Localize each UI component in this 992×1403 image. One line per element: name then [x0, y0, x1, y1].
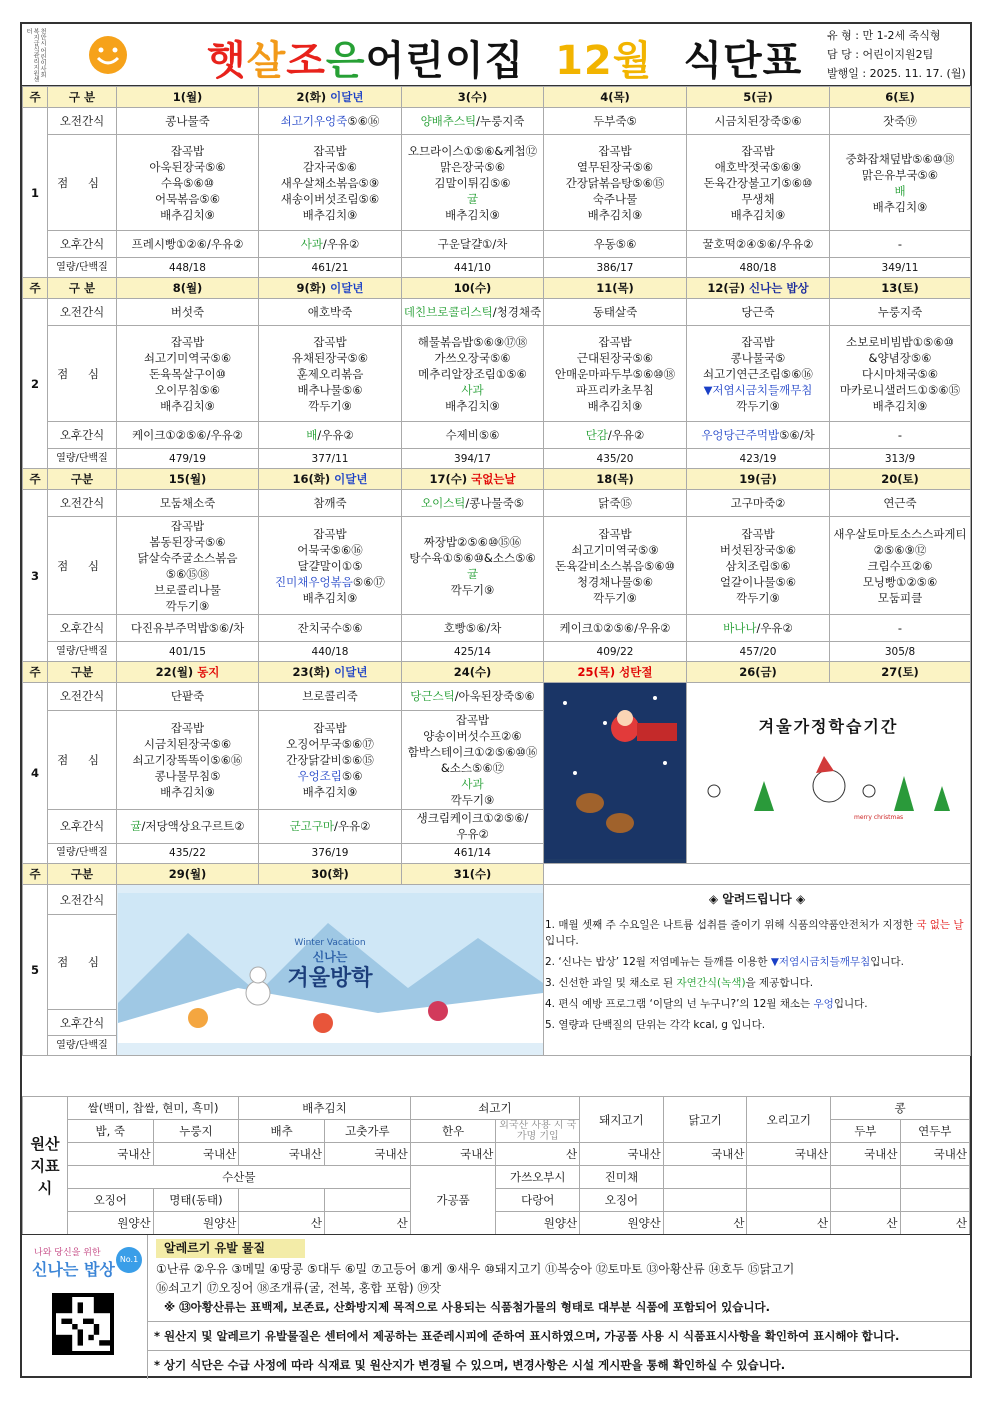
morning-snack: 쇠고기우엉죽⑤⑥⑯ — [259, 108, 402, 135]
lunch-menu: 중화잡채덮밥⑤⑥⑩⑱ 맑은유부국⑤⑥ 배 배추김치⑨ — [830, 135, 971, 231]
day-header — [402, 662, 544, 683]
day-date: 13(토) — [881, 281, 919, 295]
origin-subheader: 고춧가루 — [325, 1120, 411, 1143]
morning-snack: 양배추스틱/누룽지죽 — [402, 108, 544, 135]
calorie-protein: 401/15 — [117, 642, 259, 662]
day-header — [402, 278, 544, 299]
lunch-menu: 잡곡밥 아욱된장국⑤⑥ 수육⑤⑥⑩ 어묵볶음⑤⑥ 배추김치⑨ — [117, 135, 259, 231]
day-header: 9(화) 이달년 — [259, 278, 402, 299]
morning-snack: 누룽지죽 — [830, 299, 971, 326]
morning-snack: 참깨죽 — [259, 490, 402, 517]
origin-value: 원양산 — [496, 1212, 580, 1235]
afternoon-snack: 케이크①②⑤⑥/우유② — [117, 422, 259, 449]
day-header — [544, 469, 687, 490]
lunch-menu: 잡곡밥 쇠고기미역국⑤⑨ 돈육갈비소스볶음⑤⑥⑩ 청경채나물⑤⑥ 깍두기⑨ — [544, 517, 687, 615]
morning-snack: 동태살죽 — [544, 299, 687, 326]
origin-rice: 쌀(백미, 찹쌀, 현미, 흑미) — [67, 1097, 238, 1120]
day-date: 25(목) — [577, 665, 616, 679]
morning-snack: 애호박죽 — [259, 299, 402, 326]
morning-snack: 모둠채소죽 — [117, 490, 259, 517]
calorie-protein: 349/11 — [830, 258, 971, 278]
origin-value: 원양산 — [153, 1212, 239, 1235]
lunch-menu: 잡곡밥 근대된장국⑤⑥ 안매운마파두부⑤⑥⑩⑱ 파프리카초무침 배추김치⑨ — [544, 326, 687, 422]
notice-title: ◈ 알려드립니다 ◈ — [708, 892, 806, 906]
day-header: 22(월) 동지 — [117, 662, 259, 683]
morning-snack: 브로콜리죽 — [259, 683, 402, 711]
lunch-menu: 잡곡밥 쇠고기미역국⑤⑥ 돈육목살구이⑩ 오이무침⑤⑥ 배추김치⑨ — [117, 326, 259, 422]
origin-value: 산 — [831, 1212, 900, 1235]
calorie-protein: 480/18 — [687, 258, 830, 278]
origin-jinmichae: 진미채 — [580, 1166, 664, 1189]
morning-snack: 버섯죽 — [117, 299, 259, 326]
afternoon-snack: 바나나/우유② — [687, 615, 830, 642]
day-date: 11(목) — [596, 281, 634, 295]
day-header — [402, 87, 544, 108]
program-badge: No.1 — [116, 1247, 142, 1273]
day-header: 23(화) 이달년 — [259, 662, 402, 683]
afternoon-snack: 프레시빵①②⑥/우유② — [117, 231, 259, 258]
christmas-doodle — [694, 751, 964, 821]
calorie-protein: 435/22 — [117, 843, 259, 863]
day-date: 8(월) — [172, 281, 203, 295]
afternoon-snack: - — [830, 422, 971, 449]
lunch-menu: 잡곡밥 봄동된장국⑤⑥ 닭살숙주굴소스볶음 ⑤⑥⑮⑱ 브로콜리나물 깍두기⑨ — [117, 517, 259, 615]
origin-value: 산 — [325, 1212, 411, 1235]
santa-sleigh-illustration — [545, 683, 686, 859]
note-1: * 원산지 및 알레르기 유발물질은 센터에서 제공하는 표준레시피에 준하여 표시하였으며, 가공품 사용 시 식품표시사항을 확인하여 표시해야 합니다. — [148, 1321, 970, 1350]
day-header: 17(수) 국없는날 — [402, 469, 544, 490]
day-header: 25(목) 성탄절 — [544, 662, 687, 683]
day-header: 2(화) 이달년 — [259, 87, 402, 108]
lunch-menu: 새우살토마토소스스파게티 ②⑤⑥⑨⑫ 크림수프②⑥ 모닝빵①②⑤⑥ 모둠피클 — [830, 517, 971, 615]
origin-value: 국내산 — [410, 1143, 496, 1166]
logo-text: 천안시 어린이사회복지급식관리지원센터 — [25, 28, 46, 82]
lunch-menu: 잡곡밥 열무된장국⑤⑥ 간장닭볶음탕⑤⑥⑮ 숙주나물 배추김치⑨ — [544, 135, 687, 231]
afternoon-snack: 귤/저당액상요구르트② — [117, 809, 259, 843]
afternoon-snack: 군고구마/우유② — [259, 809, 402, 843]
day-header — [117, 87, 259, 108]
day-header — [544, 278, 687, 299]
origin-subheader: 밥, 죽 — [67, 1120, 153, 1143]
morning-snack: 데친브로콜리스틱/청경채죽 — [402, 299, 544, 326]
origin-duck: 오리고기 — [747, 1097, 831, 1143]
calorie-protein: 461/21 — [259, 258, 402, 278]
day-date: 26(금) — [739, 665, 777, 679]
origin-value: 국내산 — [153, 1143, 239, 1166]
day-header — [402, 864, 544, 885]
day-header — [687, 469, 830, 490]
afternoon-snack: 호빵⑤⑥/차 — [402, 615, 544, 642]
lunch-menu: 잡곡밥 시금치된장국⑤⑥ 쇠고기장똑똑이⑤⑥⑯ 콩나물무침⑤ 배추김치⑨ — [117, 710, 259, 809]
day-date: 16(화) — [292, 472, 331, 486]
christmas-image — [544, 683, 687, 864]
qr-code-icon — [52, 1293, 114, 1355]
calorie-protein: 435/20 — [544, 449, 687, 469]
afternoon-snack: - — [830, 231, 971, 258]
afternoon-snack: 단감/우유② — [544, 422, 687, 449]
day-date: 24(수) — [453, 665, 492, 679]
lunch-menu: 잡곡밥 감자국⑤⑥ 새우살채소볶음⑤⑨ 새송이버섯조림⑤⑥ 배추김치⑨ — [259, 135, 402, 231]
lunch-menu: 소보로비빔밥①⑤⑥⑩ &양념장⑤⑥ 다시마채국⑤⑥ 마카로니샐러드①⑤⑥⑮ 배추김치⑨ — [830, 326, 971, 422]
origin-pork: 돼지고기 — [580, 1097, 664, 1143]
morning-snack: 당근죽 — [687, 299, 830, 326]
lunch-menu: 잡곡밥 양송이버섯수프②⑥ 함박스테이크①②⑤⑥⑩⑯ &소스⑤⑥⑫ 사과 깍두기⑨ — [402, 710, 544, 809]
origin-tuna: 다랑어 — [496, 1189, 580, 1212]
day-header — [117, 469, 259, 490]
allergy-line1: ①난류 ②우유 ③메밀 ④땅콩 ⑤대두 ⑥밀 ⑦고등어 ⑧게 ⑨새우 ⑩돼지고기 ⑪복숭아 ⑫토마토 ⑬아황산류 ⑭호두 ⑮닭고기 — [156, 1262, 795, 1276]
svg-text:merry christmas: merry christmas — [853, 814, 903, 821]
morning-snack: 닭죽⑮ — [544, 490, 687, 517]
day-date: 17(수) — [429, 472, 468, 486]
afternoon-snack: 우엉당근주먹밥⑤⑥/차 — [687, 422, 830, 449]
origin-value: 원양산 — [580, 1212, 664, 1235]
menu-sheet — [20, 22, 972, 1378]
calorie-protein: 394/17 — [402, 449, 544, 469]
lunch-menu: 잡곡밥 어묵국⑤⑥⑯ 달걀말이①⑤ 진미채우엉볶음⑤⑥⑰ 배추김치⑨ — [259, 517, 402, 615]
origin-processed: 가공품 — [410, 1166, 496, 1235]
lunch-menu: 잡곡밥 애호박젓국⑤⑥⑨ 돈육간장불고기⑤⑥⑩ 무생채 배추김치⑨ — [687, 135, 830, 231]
lunch-menu: 잡곡밥 콩나물국⑤ 쇠고기연근조림⑤⑥⑯ ▼저염시금치들깨무침 깍두기⑨ — [687, 326, 830, 422]
page-title: 햇살조은어린이집 12월 식단표 — [207, 38, 803, 84]
allergy-title: 알레르기 유발 물질 — [156, 1239, 305, 1258]
morning-snack: 두부죽⑤ — [544, 108, 687, 135]
winter-study-box — [687, 683, 971, 864]
notice-item: 2. ‘신나는 밥상’ 12월 저염메뉴는 들깨를 이용한 ▼저염시금치들깨무침입니다. — [545, 956, 905, 968]
day-date: 3(수) — [457, 90, 488, 104]
note-2: * 상기 식단은 수급 사정에 따라 식재료 및 원산지가 변경될 수 있으며, 변경사항은 시설 게시판을 통해 확인하실 수 있습니다. — [148, 1350, 970, 1379]
day-header — [259, 864, 402, 885]
program-main: 신나는 밥상 — [32, 1260, 115, 1279]
winter-vacation-illustration — [118, 893, 543, 1043]
morning-snack: 당근스틱/아욱된장죽⑤⑥ — [402, 683, 544, 711]
origin-squid2: 오징어 — [580, 1189, 664, 1212]
origin-value: 국내산 — [580, 1143, 664, 1166]
meta-info: 유 형 : 만 1-2세 죽식형 담 당 : 어린이지원2팀 발행일 : 2025. 11. 17. (월) — [827, 29, 966, 80]
origin-value: 국내산 — [900, 1143, 970, 1166]
day-date: 10(수) — [453, 281, 492, 295]
day-date: 20(토) — [881, 472, 919, 486]
origin-value: 국내산 — [747, 1143, 831, 1166]
morning-snack: 오이스틱/콩나물죽⑤ — [402, 490, 544, 517]
origin-value: 산 — [747, 1212, 831, 1235]
origin-subheader: 외국산 사용 시 국가명 기입 — [496, 1120, 580, 1143]
day-date: 4(목) — [600, 90, 630, 104]
calorie-protein: 313/9 — [830, 449, 971, 469]
morning-snack: 콩나물죽 — [117, 108, 259, 135]
origin-subheader: 연두부 — [900, 1120, 970, 1143]
allergy-note: ※ ⑬아황산류는 표백제, 보존료, 산화방지제 목적으로 사용되는 식품첨가물의 형태로 대부분 식품에 포함되어 있습니다. — [164, 1300, 770, 1314]
morning-snack: 단팥죽 — [117, 683, 259, 711]
day-header — [830, 469, 971, 490]
day-header: 16(화) 이달년 — [259, 469, 402, 490]
day-date: 29(월) — [168, 867, 207, 881]
afternoon-snack: 수제비⑤⑥ — [402, 422, 544, 449]
day-header — [117, 278, 259, 299]
day-date: 6(토) — [885, 90, 915, 104]
origin-value: 국내산 — [831, 1143, 900, 1166]
calorie-protein: 448/18 — [117, 258, 259, 278]
origin-value: 산 — [239, 1212, 325, 1235]
afternoon-snack: 우동⑤⑥ — [544, 231, 687, 258]
calorie-protein: 423/19 — [687, 449, 830, 469]
origin-subheader: 배추 — [239, 1120, 325, 1143]
day-header — [687, 662, 830, 683]
notice-item: 1. 매월 셋째 주 수요일은 나트륨 섭취를 줄이기 위해 식품의약품안전처가 지정한 국 없는 날입니다. — [545, 919, 964, 947]
origin-value: 산 — [900, 1212, 970, 1235]
origin-beef: 쇠고기 — [410, 1097, 579, 1120]
origin-table — [22, 1096, 970, 1235]
origin-label: 원산지표시 — [23, 1097, 68, 1235]
afternoon-snack: 배/우유② — [259, 422, 402, 449]
origin-value: 원양산 — [67, 1212, 153, 1235]
day-header — [830, 87, 971, 108]
origin-value: 국내산 — [67, 1143, 153, 1166]
day-header: 12(금) 신나는 밥상 — [687, 278, 830, 299]
day-date: 18(목) — [596, 472, 634, 486]
day-date: 31(수) — [453, 867, 492, 881]
morning-snack: 시금치된장죽⑤⑥ — [687, 108, 830, 135]
calorie-protein: 386/17 — [544, 258, 687, 278]
origin-value: 국내산 — [239, 1143, 325, 1166]
program-logo — [22, 1235, 148, 1379]
day-header — [830, 662, 971, 683]
origin-value: 산 — [663, 1212, 747, 1235]
footer-notes — [148, 1321, 970, 1379]
calorie-protein: 440/18 — [259, 642, 402, 662]
day-date: 19(금) — [739, 472, 777, 486]
afternoon-snack: 잔치국수⑤⑥ — [259, 615, 402, 642]
lunch-menu: 오므라이스①⑤⑥&케첩⑫ 맑은장국⑤⑥ 김말이튀김⑤⑥ 귤 배추김치⑨ — [402, 135, 544, 231]
day-header — [117, 864, 259, 885]
origin-squid: 오징어 — [67, 1189, 153, 1212]
day-date: 15(월) — [168, 472, 207, 486]
origin-katsuobushi: 가쓰오부시 — [496, 1166, 580, 1189]
origin-value: 산 — [496, 1143, 580, 1166]
day-header — [544, 87, 687, 108]
allergy-line2: ⑯쇠고기 ⑰오징어 ⑱조개류(굴, 전복, 홍합 포함) ⑲잣 — [156, 1281, 441, 1295]
day-date: 30(화) — [311, 867, 349, 881]
origin-value: 국내산 — [663, 1143, 747, 1166]
origin-subheader: 두부 — [831, 1120, 900, 1143]
origin-value: 국내산 — [325, 1143, 411, 1166]
day-date: 12(금) — [707, 281, 746, 295]
origin-subheader: 한우 — [410, 1120, 496, 1143]
calorie-protein: 479/19 — [117, 449, 259, 469]
origin-kimchi: 배추김치 — [239, 1097, 410, 1120]
origin-bean: 콩 — [831, 1097, 970, 1120]
menu-table: 주 구 분 1(월) 2(화) 이달년 3(수) 4(목) 5(금) 6(토) 1 오전간식 콩나물죽 쇠고기우엉죽⑤⑥⑯ 양배추스틱/누룽지죽 두부죽⑤ 시금치된장죽⑤⑥ 잣죽⑲ 점 심 잡곡밥 아욱된장국⑤⑥ 수육⑤⑥⑩ 어묵볶음⑤⑥ 배추김치⑨ 잡곡밥 감자국⑤⑥ 새우살채소볶음⑤⑨ 새송이버섯조림⑤⑥ 배추김치⑨ 오므라이스①⑤⑥&케첩⑫ 맑은장국⑤⑥ 김말이튀김⑤⑥ 귤 배추김치⑨ 잡곡밥 열무된장국⑤⑥ 간장닭볶음탕⑤⑥⑮ 숙주나물 배추김치⑨ 잡곡밥 애호박젓국⑤⑥⑨ 돈육간장불고기⑤⑥⑩ 무생채 배추김치⑨ 중화잡채덮밥⑤⑥⑩⑱ 맑은유부국⑤⑥ 배 배추김치⑨ 오후간식 프레시빵①②⑥/우유② 사과/우유② 구운달걀①/차 우동⑤⑥ 꿀호떡②④⑤⑥/우유② - 열량/단백질 448/18 461/21 441/10 386/17 480/18 349/11 주 구 분 8(월) 9(화) 이달년 10(수) 11(목) 12(금) 신나는 밥상 13(토) 2 오전간식 버섯죽 애호박죽 데친브로콜리스틱/청경채죽 동태살죽 당근죽 누룽지죽 점 심 잡곡밥 쇠고기미역국⑤⑥ 돈육목살구이⑩ 오이무침⑤⑥ 배추김치⑨ 잡곡밥 유채된장국⑤⑥ 훈제오리볶음 배추나물⑤⑥ 깍두기⑨ 해물볶음밥⑤⑥⑨⑰⑱ 가쓰오장국⑤⑥ 메추리알장조림①⑤⑥ 사과 배추김치⑨ 잡곡밥 근대된장국⑤⑥ 안매운마파두부⑤⑥⑩⑱ 파프리카초무침 배추김치⑨ 잡곡밥 콩나물국⑤ 쇠고기연근조림⑤⑥⑯ ▼저염시금치들깨무침 깍두기⑨ 소보로비빔밥①⑤⑥⑩ &양념장⑤⑥ 다시마채국⑤⑥ 마카로니샐러드①⑤⑥⑮ 배추김치⑨ 오후간식 케이크①②⑤⑥/우유② 배/우유② 수제비⑤⑥ 단감/우유② 우엉당근주먹밥⑤⑥/차 - 열량/단백질 479/19 377/11 394/17 435/20 423/19 313/9 주 구분 15(월) 16(화) 이달년 17(수) 국없는날 18(목) 19(금) 20(토) 3 오전간식 모둠채소죽 참깨죽 오이스틱/콩나물죽⑤ 닭죽⑮ 고구마죽② 연근죽 점 심 잡곡밥 봄동된장국⑤⑥ 닭살숙주굴소스볶음 ⑤⑥⑮⑱ 브로콜리나물 깍두기⑨ 잡곡밥 어묵국⑤⑥⑯ 달걀말이①⑤ 진미채우엉볶음⑤⑥⑰ 배추김치⑨ 짜장밥②⑤⑥⑩⑮⑯ 탕수육①⑤⑥⑩&소스⑤⑥ 귤 깍두기⑨ 잡곡밥 쇠고기미역국⑤⑨ 돈육갈비소스볶음⑤⑥⑩ 청경채나물⑤⑥ 깍두기⑨ 잡곡밥 버섯된장국⑤⑥ 삼치조림⑤⑥ 얼갈이나물⑤⑥ 깍두기⑨ 새우살토마토소스스파게티 ②⑤⑥⑨⑫ 크림수프②⑥ 모닝빵①②⑤⑥ 모둠피클 오후간식 다진유부주먹밥⑤⑥/차 잔치국수⑤⑥ 호빵⑤⑥/차 케이크①②⑤⑥/우유② 바나나/우유② - 열량/단백질 401/15 440/18 425/14 409/22 457/20 305/8 주 구분 22(월) 동지 23(화) 이달년 24(수) 25(목) 성탄절 26(금) 27(토) 4 오전간식 단팥죽 브로콜리죽 당근스틱/아욱된장죽⑤⑥ 겨울가정학습기간 merry christmas 점 심 잡곡밥 시금치된장국⑤⑥ 쇠고기장똑똑이⑤⑥⑯ 콩나물무침⑤ 배추김치⑨ 잡곡밥 오징어무국⑤⑥⑰ 간장닭갈비⑤⑥⑮ 우엉조림⑤⑥ 배추김치⑨ 잡곡밥 양송이버섯수프②⑥ 함박스테이크①②⑤⑥⑩⑯ &소스⑤⑥⑫ 사과 깍두기⑨ 오후간식 귤/저당액상요구르트② 군고구마/우유② 생크림케이크①②⑤⑥/ 우유② 열량/단백질 435/22 376/19 461/14 주 구분 29(월) 30(화) 31(수) 5 오전간식 Winter Vacation 신나는 겨울방학 ◈ 알려드립니다 ◈ 1. 매월 셋째 주 수요일은 나트륨 섭취를 줄이기 위해 식품의약품안전처가 지정한 국 없는 날입니다. 2. ‘신나는 밥상’ 12월 저염메뉴는 들깨를 이용한 ▼저염시금치들깨무침입니다. 3. 신선한 과일 및 채소로 된 자연간식(녹색)을 제공합니다. 4. 편식 예방 프로그램 ‘이달의 넌 누구니?’의 12월 채소는 우엉입니다. 5. 열량과 단백질의 단위는 각각 kcal, g 입니다. 점 심 오후간식 열량/단백질 — [22, 86, 971, 1056]
origin-seafood: 수산물 — [67, 1166, 410, 1189]
calorie-protein: 457/20 — [687, 642, 830, 662]
day-date: 22(월) — [155, 665, 194, 679]
origin-subheader: 누룽지 — [153, 1120, 239, 1143]
calorie-protein: 377/11 — [259, 449, 402, 469]
afternoon-snack: 케이크①②⑤⑥/우유② — [544, 615, 687, 642]
day-date: 27(토) — [881, 665, 919, 679]
program-top: 나와 당신을 위한 — [34, 1248, 101, 1258]
calorie-protein: 425/14 — [402, 642, 544, 662]
origin-pollock: 명태(동태) — [153, 1189, 239, 1212]
afternoon-snack: 생크림케이크①②⑤⑥/ 우유② — [402, 809, 544, 843]
svg-text:신나는: 신나는 — [312, 950, 347, 964]
calorie-protein: 409/22 — [544, 642, 687, 662]
header — [22, 24, 970, 86]
morning-snack: 잣죽⑲ — [830, 108, 971, 135]
lunch-menu: 잡곡밥 유채된장국⑤⑥ 훈제오리볶음 배추나물⑤⑥ 깍두기⑨ — [259, 326, 402, 422]
lunch-menu: 짜장밥②⑤⑥⑩⑮⑯ 탕수육①⑤⑥⑩&소스⑤⑥ 귤 깍두기⑨ — [402, 517, 544, 615]
center-logo — [46, 30, 138, 80]
notice-item: 5. 열량과 단백질의 단위는 각각 kcal, g 입니다. — [545, 1019, 766, 1031]
afternoon-snack: 꿀호떡②④⑤⑥/우유② — [687, 231, 830, 258]
notice-item: 4. 편식 예방 프로그램 ‘이달의 넌 누구니?’의 12월 채소는 우엉입니다. — [545, 998, 868, 1010]
calorie-protein: 305/8 — [830, 642, 971, 662]
day-header — [830, 278, 971, 299]
day-date: 1(월) — [172, 90, 203, 104]
afternoon-snack: 다진유부주먹밥⑤⑥/차 — [117, 615, 259, 642]
lunch-menu: 해물볶음밥⑤⑥⑨⑰⑱ 가쓰오장국⑤⑥ 메추리알장조림①⑤⑥ 사과 배추김치⑨ — [402, 326, 544, 422]
origin-chicken: 닭고기 — [663, 1097, 747, 1143]
afternoon-snack: 구운달걀①/차 — [402, 231, 544, 258]
morning-snack: 고구마죽② — [687, 490, 830, 517]
allergy-block — [156, 1239, 794, 1317]
notice-item: 3. 신선한 과일 및 채소로 된 자연간식(녹색)을 제공합니다. — [545, 977, 814, 989]
winter-vacation-banner — [117, 885, 544, 1056]
svg-text:Winter Vacation: Winter Vacation — [293, 938, 366, 948]
afternoon-snack: - — [830, 615, 971, 642]
calorie-protein: 441/10 — [402, 258, 544, 278]
day-date: 5(금) — [743, 90, 773, 104]
calorie-protein: 461/14 — [402, 843, 544, 863]
notice-box — [544, 885, 971, 1056]
day-date: 23(화) — [292, 665, 331, 679]
footer — [22, 1234, 970, 1378]
lunch-menu: 잡곡밥 버섯된장국⑤⑥ 삼치조림⑤⑥ 얼갈이나물⑤⑥ 깍두기⑨ — [687, 517, 830, 615]
morning-snack: 연근죽 — [830, 490, 971, 517]
svg-text:겨울방학: 겨울방학 — [286, 966, 373, 991]
lunch-menu: 잡곡밥 오징어무국⑤⑥⑰ 간장닭갈비⑤⑥⑮ 우엉조림⑤⑥ 배추김치⑨ — [259, 710, 402, 809]
winter-study-title: 겨울가정학습기간 — [758, 717, 899, 736]
day-date: 2(화) — [296, 90, 327, 104]
afternoon-snack: 사과/우유② — [259, 231, 402, 258]
day-header — [687, 87, 830, 108]
calorie-protein: 376/19 — [259, 843, 402, 863]
day-date: 9(화) — [296, 281, 327, 295]
